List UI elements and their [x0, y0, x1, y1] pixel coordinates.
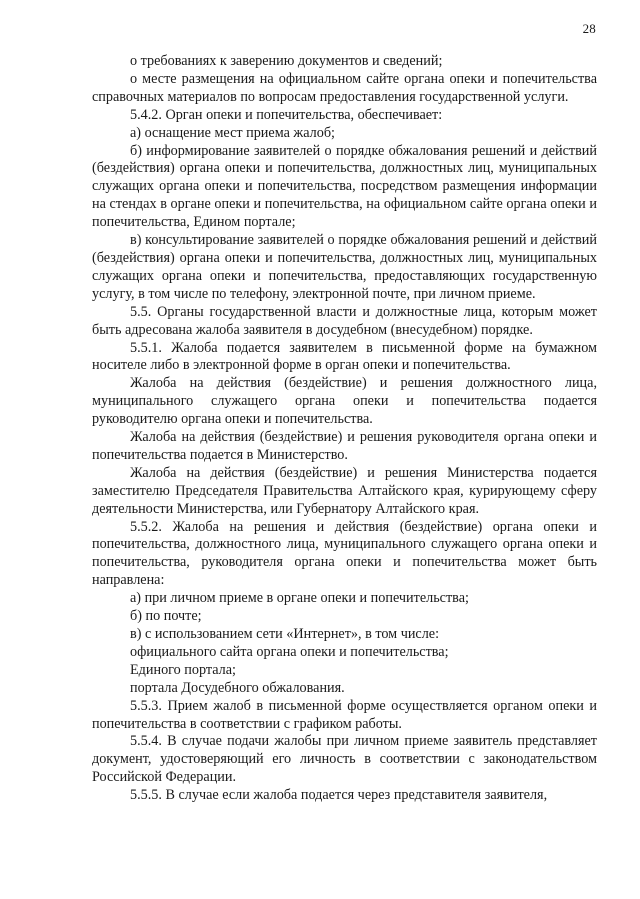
section-heading-5-4-2: 5.4.2. Орган опеки и попечительства, обеспечивает:: [130, 106, 443, 123]
section-heading-5-5: 5.5. Органы государственной власти и должностные лица, которым может быть адресована жалоба заявителя в досудебном (внесудебном) порядке.: [92, 303, 597, 338]
list-item: б) по почте;: [130, 608, 202, 625]
paragraph: о месте размещения на официальном сайте органа опеки и попечительства справочных материалов по вопросам предоставления государственной услуги.: [92, 70, 597, 105]
section-5-5-4: 5.5.4. В случае подачи жалобы при личном приеме заявитель представляет документ, удостоверяющий его личность в соответствии с законодательством Российской Федерации.: [92, 733, 597, 786]
list-item: в) с использованием сети «Интернет», в том числе:: [130, 626, 440, 642]
list-item: Единого портала;: [130, 661, 236, 678]
section-5-5-5: 5.5.5. В случае если жалоба подается через представителя заявителя,: [130, 787, 548, 804]
section-5-5-2: 5.5.2. Жалоба на решения и действия (бездействие) органа опеки и попечительства, должностного лица, муниципального служащего органа опеки и попечительства, руководителя органа опеки и попечительства может быть направлена:: [92, 518, 597, 589]
list-item: портала Досудебного обжалования.: [130, 679, 345, 696]
paragraph: Жалоба на действия (бездействие) и решения Министерства подается заместителю Председателя Правительства Алтайского края, курирующему сферу деятельности Министерства, или Губернатору Алтайского края.: [92, 464, 597, 517]
list-item: официального сайта органа опеки и попечительства;: [130, 643, 449, 660]
document-body: [92, 53, 597, 805]
list-item: б) информирование заявителей о порядке обжалования решений и действий (бездействия) органа опеки и попечительства, должностных лиц, муниципальных служащих органа опеки и попечительства, посредством размещения информации на стендах в органе опеки и попечительства, на официальном сайте органа опеки и попечительства, Едином портале;: [92, 142, 597, 231]
section-5-5-3: 5.5.3. Прием жалоб в письменной форме осуществляется органом опеки и попечительства в соответствии с графиком работы.: [92, 697, 597, 732]
list-item: в) консультирование заявителей о порядке обжалования решений и действий (бездействия) органа опеки и попечительства, должностных лиц, муниципальных служащих органа опеки и попечительства, предоставляющих государственную услугу, в том числе по телефону, электронной почте, при личном приеме.: [92, 232, 597, 302]
paragraph: о требованиях к заверению документов и сведений;: [130, 53, 443, 69]
list-item: а) при личном приеме в органе опеки и попечительства;: [130, 590, 469, 607]
paragraph: Жалоба на действия (бездействие) и решения должностного лица, муниципального служащего органа опеки и попечительства подается руководителю органа опеки и попечительства.: [92, 375, 597, 428]
list-item: а) оснащение мест приема жалоб;: [130, 124, 335, 141]
section-5-5-1: 5.5.1. Жалоба подается заявителем в письменной форме на бумажном носителе либо в электронной форме в орган опеки и попечительства.: [92, 339, 597, 374]
page-number: 28: [582, 21, 596, 36]
paragraph: Жалоба на действия (бездействие) и решения руководителя органа опеки и попечительства подается в Министерство.: [92, 429, 597, 463]
